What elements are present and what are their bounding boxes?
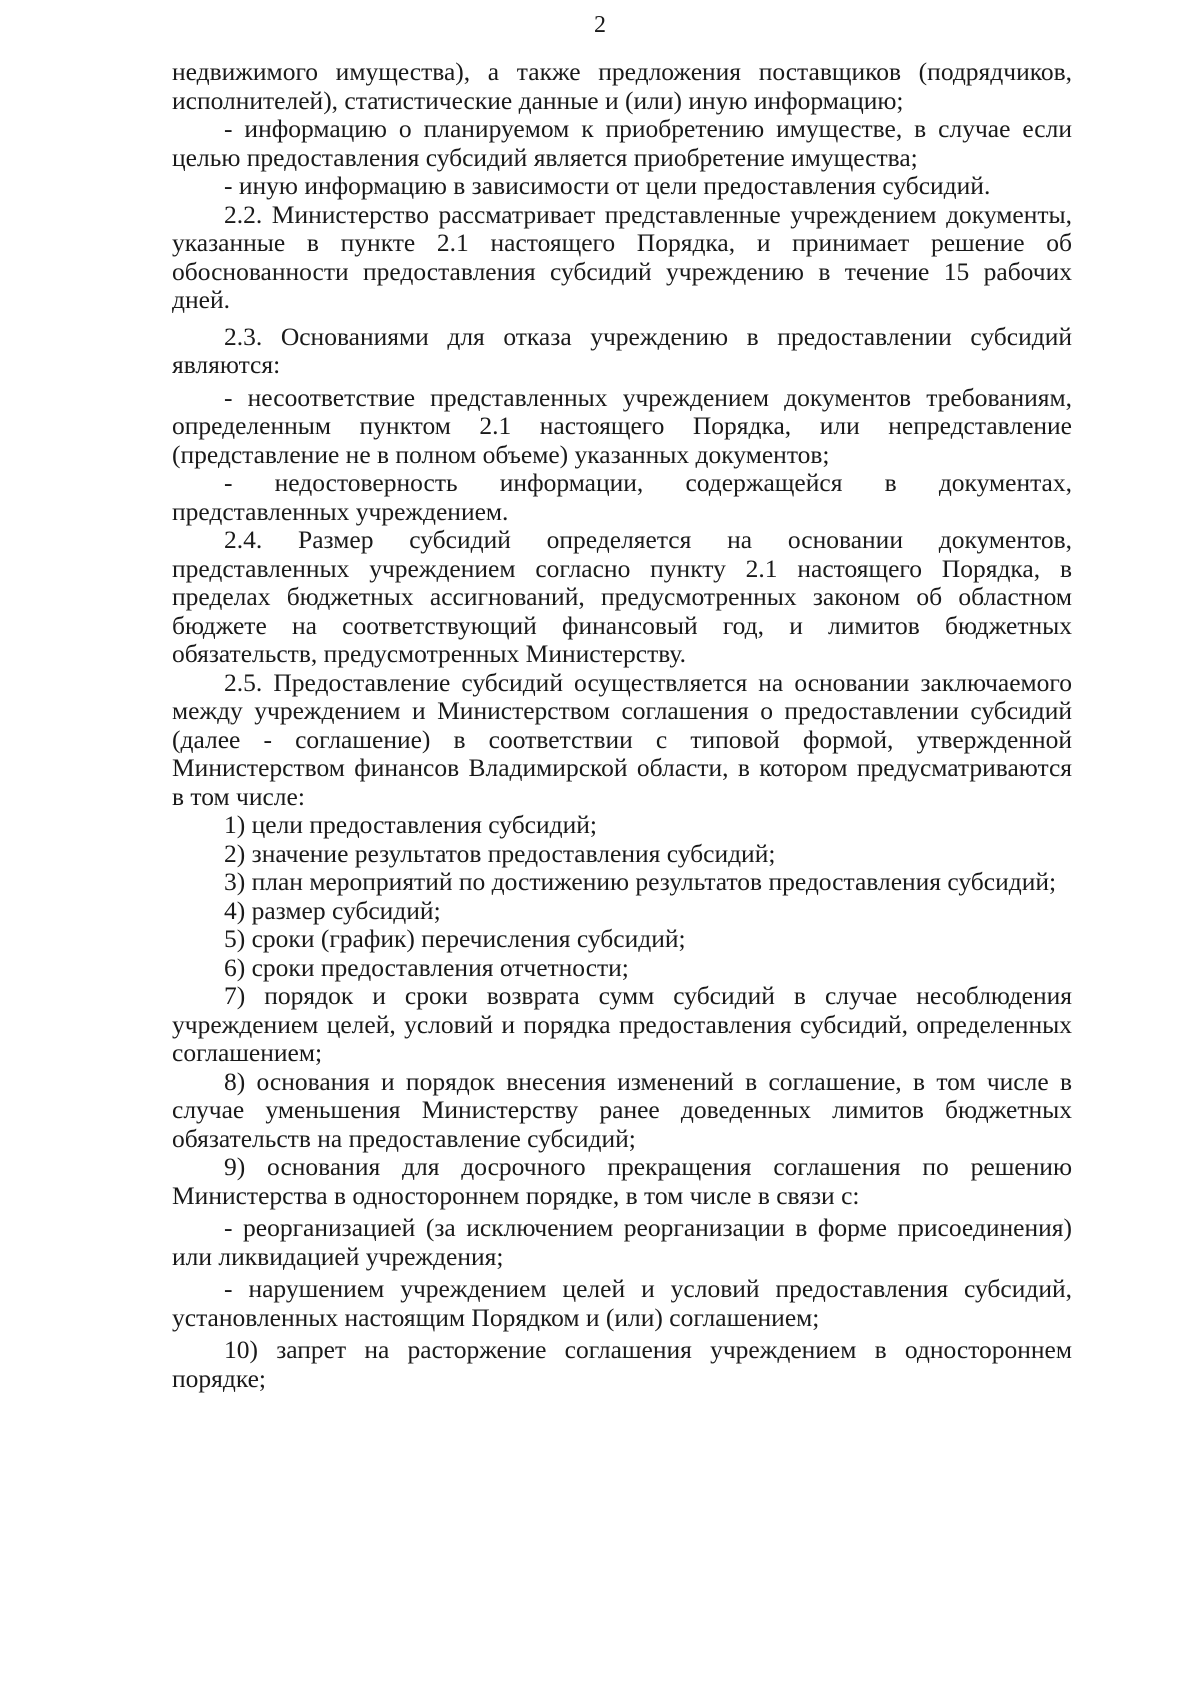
list-item: - реорганизацией (за исключением реорганизации в форме присоединения) или ликвидацией учреждения; — [172, 1213, 1072, 1271]
list-item: 7) порядок и сроки возврата сумм субсидий в случае несоблюдения учреждением целей, условий и порядка предоставления субсидий, определенных соглашением; — [172, 981, 1072, 1067]
paragraph: недвижимого имущества), а также предложения поставщиков (подрядчиков, исполнителей), статистические данные и (или) иную информацию; — [172, 57, 1072, 115]
document-body — [172, 58, 1072, 1393]
list-item: 9) основания для досрочного прекращения соглашения по решению Министерства в одностороннем порядке, в том числе в связи с: — [172, 1152, 1072, 1210]
paragraph: 2.5. Предоставление субсидий осуществляется на основании заключаемого между учреждением и Министерством соглашения о предоставлении субсидий (далее - соглашение) в соответствии с типовой формой, утвержденной Министерством финансов Владимирской области, в котором предусматриваются в том числе: — [172, 667, 1072, 811]
list-item: - нарушением учреждением целей и условий предоставления субсидий, установленных настоящим Порядком и (или) соглашением; — [172, 1274, 1072, 1332]
list-item: 4) размер субсидий; — [224, 895, 441, 925]
list-item: 5) сроки (график) перечисления субсидий; — [224, 924, 686, 953]
paragraph: - недостоверность информации, содержащейся в документах, представленных учреждением. — [172, 468, 1072, 526]
paragraph: - информацию о планируемом к приобретению имуществе, в случае если целью предоставления субсидий является приобретение имущества; — [172, 114, 1072, 172]
list-item: 2) значение результатов предоставления субсидий; — [224, 838, 776, 868]
paragraph: 2.4. Размер субсидий определяется на основании документов, представленных учреждением согласно пункту 2.1 настоящего Порядка, в пределах бюджетных ассигнований, предусмотренных законом об областном бюджете на соответствующий финансовый год, и лимитов бюджетных обязательств, предусмотренных Министерству. — [172, 525, 1072, 668]
list-item: 3) план мероприятий по достижению результатов предоставления субсидий; — [224, 867, 1057, 896]
list-item: 6) сроки предоставления отчетности; — [224, 952, 629, 982]
paragraph: - несоответствие представленных учреждением документов требованиям, определенным пунктом 2.1 настоящего Порядка, или непредставление (представление не в полном объеме) указанных документов; — [172, 382, 1072, 469]
page-number: 2 — [594, 12, 606, 38]
list-item: 1) цели предоставления субсидий; — [224, 810, 597, 839]
paragraph: 2.3. Основаниями для отказа учреждению в предоставлении субсидий являются: — [172, 321, 1072, 379]
paragraph: - иную информацию в зависимости от цели предоставления субсидий. — [224, 171, 991, 200]
list-item: 10) запрет на расторжение соглашения учреждением в одностороннем порядке; — [172, 1335, 1072, 1393]
list-item: 8) основания и порядок внесения изменений в соглашение, в том числе в случае уменьшения Министерству ранее доведенных лимитов бюджетных обязательств на предоставление субсидий; — [172, 1066, 1072, 1153]
paragraph: 2.2. Министерство рассматривает представленные учреждением документы, указанные в пункте 2.1 настоящего Порядка, и принимает решение об обоснованности предоставления субсидий учреждению в течение 15 рабочих дней. — [172, 199, 1072, 314]
